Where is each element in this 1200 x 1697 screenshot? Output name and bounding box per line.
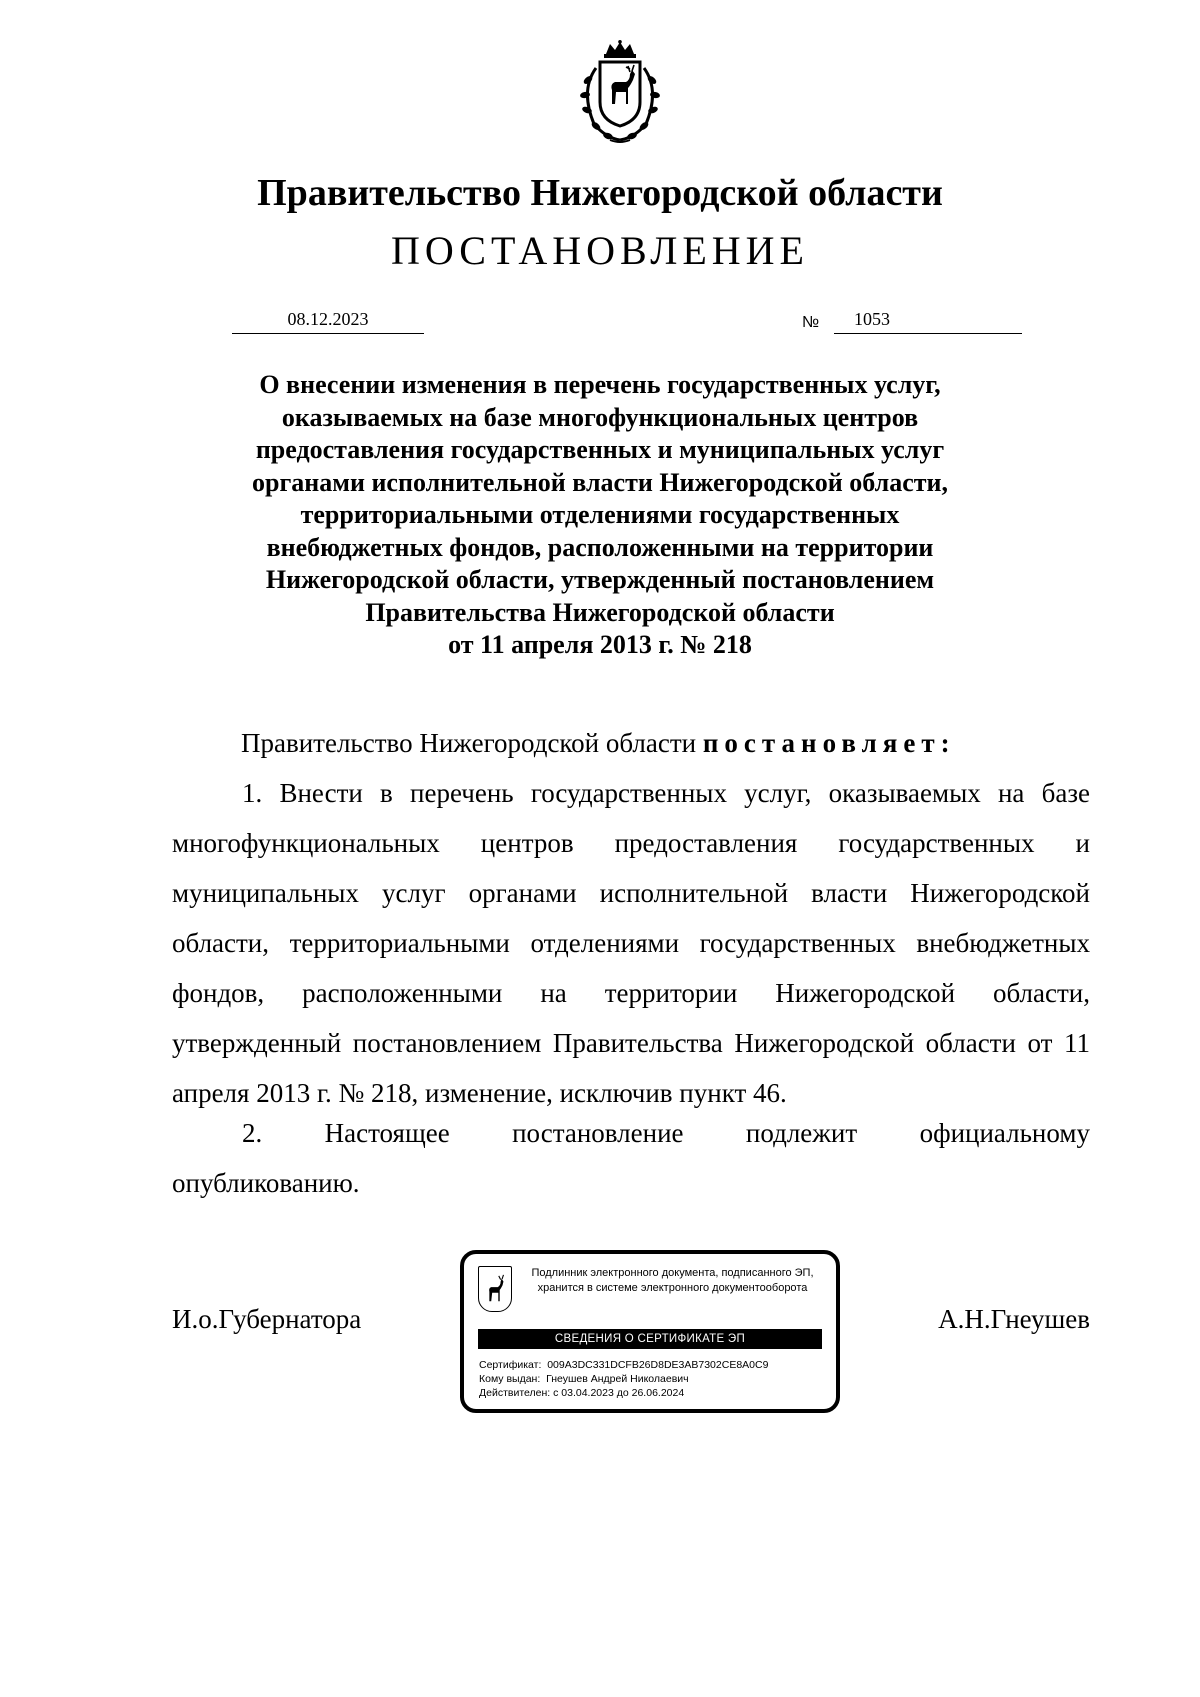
certificate-label: Сертификат: (479, 1359, 542, 1371)
coat-of-arms-emblem (560, 40, 680, 145)
subject-line: оказываемых на базе многофункциональных центров (281, 402, 919, 432)
validity-label: Действителен: (479, 1387, 551, 1399)
owner-value: Гнеушев Андрей Николаевич (546, 1373, 689, 1385)
subject-line: Правительства Нижегородской области (365, 597, 835, 627)
subject-line: от 11 апреля 2013 г. № 218 (448, 630, 752, 659)
number-sign: № (802, 314, 820, 331)
certificate-row (479, 1358, 824, 1372)
paragraph-2-second-line: опубликованию. (172, 1168, 360, 1198)
paragraph-2-word: постановление (512, 1118, 684, 1148)
preamble-text: Правительство Нижегородской области (241, 728, 697, 758)
electronic-signature-stamp (460, 1250, 840, 1413)
organization-title: Правительство Нижегородской области (257, 172, 943, 214)
subject-line: Нижегородской области, утвержденный постановлением (265, 565, 935, 594)
paragraph-1-text: 1. Внести в перечень государственных услуг, оказываемых на базе многофункциональных центров предоставления государственных и муниципальных услуг органами исполнительной власти Нижегородской области, территориальными отделениями государственных внебюджетных фондов, расположенными на территории Нижегородской области, утвержденный постановлением Правительства Нижегородской области от 11 апреля 2013 г. № 218, изменение, исключив пункт 46. (172, 778, 1090, 1108)
paragraph-2-word: официальному (919, 1118, 1090, 1148)
subject-line: внебюджетных фондов, расположенными на территории (266, 532, 934, 562)
certificate-value: 009A3DC331DCFB26D8DE3AB7302CE8A0C9 (547, 1359, 769, 1371)
paragraph-2-first-line (172, 1108, 1090, 1158)
subject-line: органами исполнительной власти Нижегородской области, (252, 467, 948, 497)
paragraph-2-word: Настоящее (324, 1118, 450, 1148)
paragraph-2-word: подлежит (745, 1118, 858, 1148)
document-number: 1053 (834, 308, 1022, 334)
deer-shield-icon (478, 1266, 512, 1312)
owner-label: Кому выдан: (479, 1373, 541, 1385)
signer-name: А.Н.Гнеушев (938, 1304, 1090, 1334)
paragraph-1 (172, 768, 1090, 1118)
certificate-details (479, 1358, 824, 1400)
validity-value: с 03.04.2023 до 26.06.2024 (553, 1387, 685, 1399)
paragraph-2 (172, 1108, 1090, 1208)
paragraph-2-word: 2. (242, 1118, 263, 1148)
document-type-heading: ПОСТАНОВЛЕНИЕ (391, 228, 809, 273)
document-subject (150, 369, 1050, 662)
stamp-note: Подлинник электронного документа, подписанного ЭП, хранится в системе электронного документооборота (531, 1267, 814, 1294)
document-date: 08.12.2023 (232, 308, 424, 334)
certificate-info-header: СВЕДЕНИЯ О СЕРТИФИКАТЕ ЭП (478, 1329, 822, 1349)
decree-word: постановляет: (702, 728, 956, 758)
preamble (241, 718, 956, 768)
owner-row (479, 1372, 824, 1386)
signer-position: И.о.Губернатора (172, 1304, 362, 1334)
subject-line: предоставления государственных и муниципальных услуг (255, 435, 945, 464)
subject-line: О внесении изменения в перечень государственных услуг, (259, 370, 941, 399)
validity-row (479, 1386, 824, 1400)
subject-line: территориальными отделениями государственных (300, 500, 900, 529)
